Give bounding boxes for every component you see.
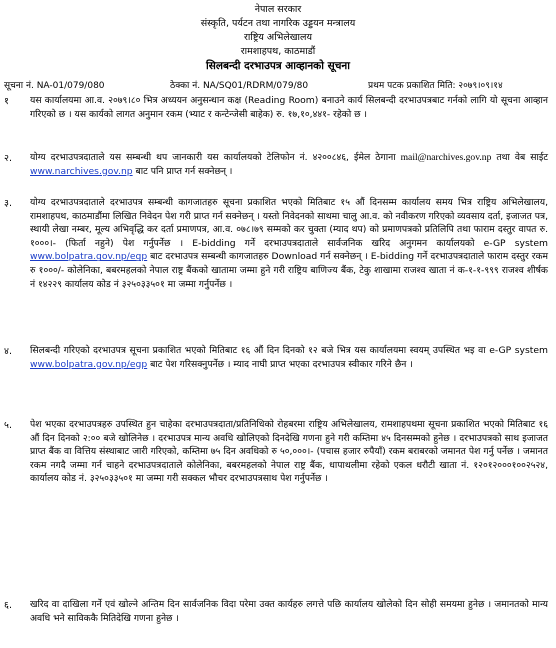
paragraph-text: योग्य दरभाउपत्रदाताले दरभाउपत्र सम्बन्धी कागजातहरु सूचना प्रकाशित भएको मितिबाट १५ औं दिनसम्म कार्यालय समय भित्र राष्ट्रिय अभिलेखालय, रामशाहपथ, काठमाडौंमा लिखित निवेदन पेश गरी प्राप्त गर्न सक्नेछन् । यस्तो निवेदनको साथमा चालु आ.व. को नवीकरण गरिएको व्यवसाय दर्ता, इजाजत पत्र, स्थायी लेखा नम्बर, मूल्य अभिवृद्धि कर दर्ता प्रमाणपत्र, आ.व. ०७८।७९ सम्मको कर चुक्ता (म्याद थप) को प्रमाणपत्रको प्रतिलिपि तथा फाराम दस्तुर वापत रु. १०००।- (फिर्ता नहुने) पेश गर्नुपर्नेछ । E-bidding गर्ने दरभाउपत्रदाताले सार्वजनिक खरिद अनुगमन कार्यालयको e-GP system www.bolpatra.gov.np/egp बाट दरभाउपत्र सम्बन्धी कागजातहरु Download गर्न सक्नेछन् । E-bidding गर्ने दरभाउपत्रदाताले फाराम दस्तुर रकम रु १०००/- कोलेनिका, बबरमहलको नेपाल राष्ट्र बैंकको खातामा जम्मा हुने गरी राष्ट्रिय बाणिज्य बैंक, टेकु शाखामा राजश्व खाता नं क-१-१-९९९ राजश्व शीर्षक नं १४२२९ कार्यालय कोड नं ३२५०३३५०१ मा जम्मा गर्नुपर्नेछ । <box>30 197 548 290</box>
paragraph-text: पेश भएका दरभाउपत्रहरु उपस्थित हुन चाहेका दरभाउपत्रदाता/प्रतिनिधिको रोहबरमा राष्ट्रिय अभिलेखालय, रामशाहपथमा सूचना प्रकाशित भएको मितिबाट १६ औं दिन दिनको २:०० बजे खोलिनेछ । दरभाउपत्र मान्य अवधि खोलिएको दिनदेखि गणना हुने गरी कम्तिमा ४५ दिनसम्मको हुनेछ । दरभाउपत्रको साथ इजाजत प्राप्त बैंक वा वित्तिय संस्थाबाट जारी गरिएको, कम्तिमा ७५ दिन अवधिको रु ५०,०००।- (पचास हजार रुपैयाँ) रकम बराबरको जमानत पेश गर्नु पर्नेछ । जमानत रकम नगदै जम्मा गर्न चाहने दरभाउपत्रदाताले कोलेनिका, बबरमहलको नेपाल राष्ट्र बैंक, धापाथलीमा रहेको एकल धरौटी खाता नं. १२०१२०००१००२५२४, कार्यालय कोड नं. ३२५०३३५०१ मा जम्मा गरी सक्कल भौचर दरभाउपत्रसाथ पेश गर्नुपर्नेछ । <box>30 419 548 485</box>
published-date: प्रथम पटक प्रकाशित मिति: २०७९।०९।१४ <box>368 81 503 91</box>
notice-number: सूचना नं. NA-01/079/080 <box>4 81 105 91</box>
egp-link[interactable]: www.bolpatra.gov.np/egp <box>30 358 148 370</box>
contract-number: ठेक्का नं. NA/SQ01/RDRM/079/80 <box>170 81 309 91</box>
header-office: राष्ट्रिय अभिलेखालय <box>244 32 312 43</box>
paragraph-text: योग्य दरभाउपत्रदाताले यस सम्बन्धी थप जानकारी यस कार्यालयको टेलिफोन नं. ४२००८४६, ईमेल ठेगाना mail@narchives.gov.np तथा वेब साईट www.narchives.gov.np बाट पनि प्राप्त गर्न सक्नेछन् । <box>30 152 548 177</box>
website-link[interactable]: www.narchives.gov.np <box>30 165 133 177</box>
header-address: रामशाहपथ, काठमाडौं <box>240 46 316 57</box>
paragraph-number: ६. <box>4 600 12 611</box>
paragraph-text: सिलबन्दी गरिएको दरभाउपत्र सूचना प्रकाशित भएको मितिबाट १६ औं दिन दिनको १२ बजे भित्र यस कार्यालयमा स्वयम् उपस्थित भइ वा e-GP system www.bolpatra.gov.np/egp बाट पेश गरिसक्नुपर्नेछ । म्याद नाघी प्राप्त भएका दरभाउपत्र स्वीकार गरिने छैन । <box>30 345 548 370</box>
header-ministry: संस्कृति, पर्यटन तथा नागरिक उड्डयन मन्त्रालय <box>200 18 356 29</box>
notice-title: सिलबन्दी दरभाउपत्र आव्हानको सूचना <box>206 60 350 72</box>
email-address[interactable]: mail@narchives.gov.np <box>400 152 492 163</box>
paragraph-text: खरिद वा दाखिला गर्ने एवं खोल्ने अन्तिम दिन सार्वजनिक विदा परेमा उक्त कार्यहरु लगत्ते पछि कार्यालय खोलेको दिन सोही समयमा हुनेछ । जमानतको मान्य अवधि भने साविककै मितिदेखि गणना हुनेछ । <box>30 599 548 624</box>
paragraph-number: १ <box>4 96 9 107</box>
paragraph-number: ३. <box>4 198 12 209</box>
header-government: नेपाल सरकार <box>254 4 302 15</box>
paragraph-text: यस कार्यालयमा आ.व. २०७९।८० भित्र अध्ययन अनुसन्धान कक्ष (Reading Room) बनाउने कार्य सिलबन्दी दरभाउपत्रबाट गर्नको लागि यो सूचना आव्हान गरिएको छ । यस कार्यको लागत अनुमान रकम (भ्याट र कन्टेन्जेसी बाहेक) रु. १७,१०,४४१- रहेको छ । <box>30 95 548 120</box>
paragraph-number: ५. <box>4 420 12 431</box>
egp-link[interactable]: www.bolpatra.gov.np/egp <box>30 251 148 263</box>
paragraph-number: ४. <box>4 346 12 357</box>
paragraph-number: २. <box>4 153 12 164</box>
